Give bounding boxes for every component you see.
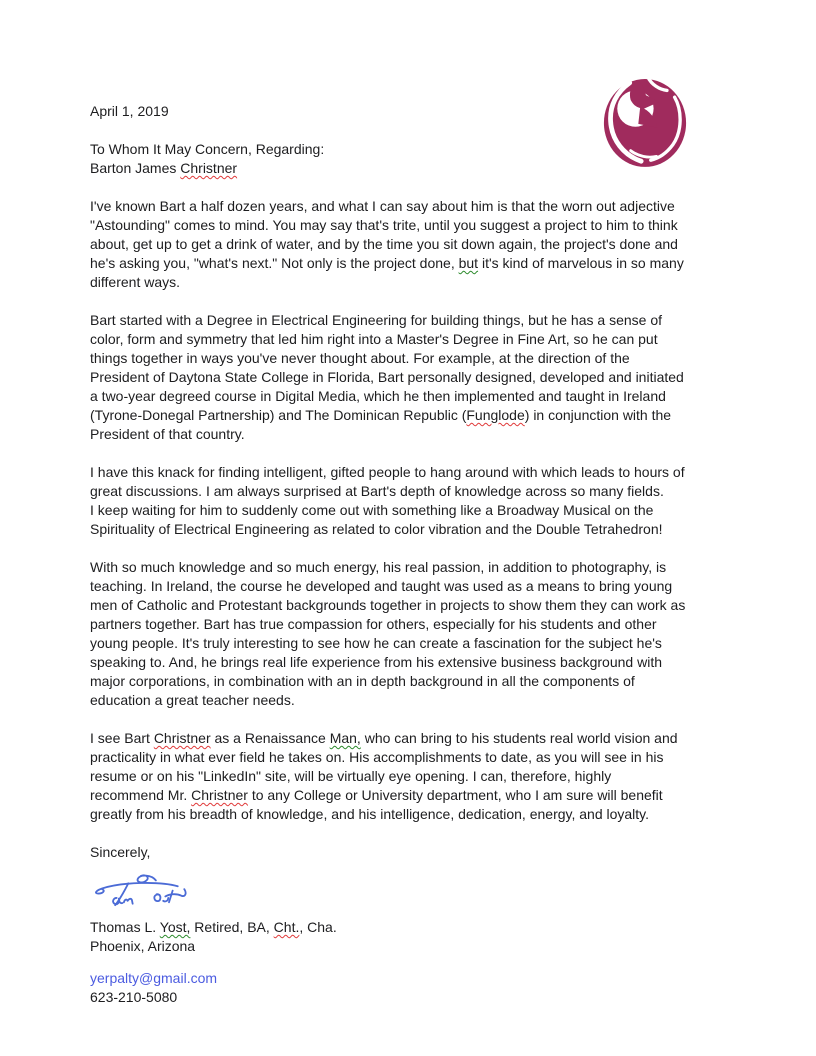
phone-number: 623-210-5080 [90,989,178,1005]
paragraph-intro: I've known Bart a half dozen years, and what I can say about him is that the worn out adjective "Astounding" comes to mind. You may say that's trite, until you suggest a project to him to think about, get up to get a drink of water, and by the time you sit down again, the project's done and he's asking you, "what's next." Not only is the project done, but it's kind of marvelous in so many different ways. [90,198,684,290]
salutation-block: To Whom It May Concern, Regarding: Barton James Christner [90,141,325,176]
paragraph-background: Bart started with a Degree in Electrical Engineering for building things, but he has a sense of color, form and symmetry that led him right into a Master's Degree in Fine Art, so he can put things together in ways you've never thought about. For example, at the direction of the President of Daytona State College in Florida, Bart personally designed, developed and initiated a two-year degreed course in Digital Media, which he then implemented and taught in Ireland (Tyrone-Donegal Partnership) and The Dominican Republic (Funglode) in conjunction with the President of that country. [90,312,684,442]
signer-identity: Thomas L. Yost, Retired, BA, Cht., Cha. Phoenix, Arizona [90,919,337,954]
closing-salutation: Sincerely, [90,844,151,860]
handwritten-signature [90,871,200,911]
letter-body [90,102,738,1007]
paragraph-teaching: With so much knowledge and so much energy, his real passion, in addition to photography, is teaching. In Ireland, the course he developed and taught was used as a means to bring young men of Catholic and Protestant backgrounds together in projects to show them they can work as partners together. Bart has true compassion for others, especially for his students and other young people. It's truly interesting to see how he can create a fascination for the subject he's speaking to. And, he brings real life experience from his extensive business background with major corporations, in combination with an in depth background in all the components of education a great teacher needs. [90,559,686,708]
paragraph-recommendation: I see Bart Christner as a Renaissance Man, who can bring to his students real world vision and practicality in what ever field he takes on. His accomplishments to date, as you will see in his resume or on his "LinkedIn" site, will be virtually eye opening. I can, therefore, highly recommend Mr. Christner to any College or University department, who I am sure will benefit greatly from his breadth of knowledge, and his intelligence, dedication, energy, and loyalty. [90,730,678,822]
paragraph-knack: I have this knack for finding intelligent, gifted people to hang around with which leads to hours of great discussions. I am always surprised at Bart's depth of knowledge across so many fields. I keep waiting for him to suddenly come out with something like a Broadway Musical on the Spirituality of Electrical Engineering as related to color vibration and the Double Tetrahedron! [90,464,685,537]
email-link[interactable]: yerpalty@gmail.com [90,970,218,986]
letter-date: April 1, 2019 [90,103,169,119]
contact-block [90,969,738,1007]
